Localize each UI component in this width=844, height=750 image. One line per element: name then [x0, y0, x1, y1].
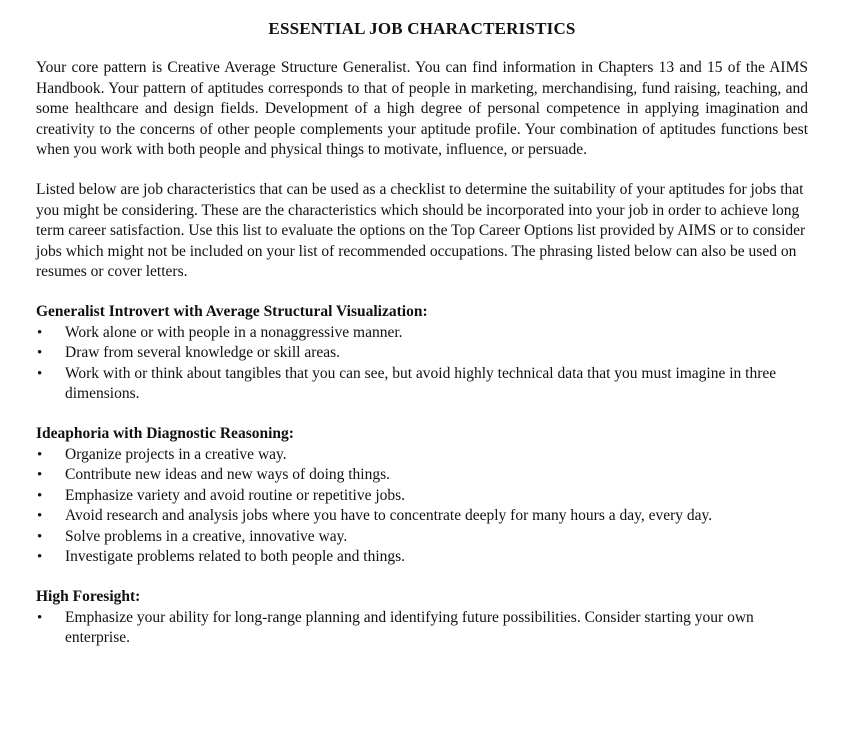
list-item-text: Avoid research and analysis jobs where you have to concentrate deeply for many hours a day, every day.: [65, 507, 713, 525]
section-high-foresight: [36, 587, 808, 649]
bullet-list: [36, 323, 808, 405]
section-heading: High Foresight:: [36, 588, 141, 606]
list-item: [36, 465, 808, 486]
list-item-text: Work alone or with people in a nonaggressive manner.: [65, 323, 403, 341]
bullet-icon: •: [37, 609, 43, 626]
list-item: [36, 547, 808, 568]
bullet-icon: •: [37, 487, 43, 504]
section-heading: Ideaphoria with Diagnostic Reasoning:: [36, 424, 294, 442]
bullet-icon: •: [37, 467, 43, 484]
list-item-text: Solve problems in a creative, innovative way.: [65, 527, 348, 545]
bullet-icon: •: [37, 446, 43, 463]
bullet-list: [36, 608, 808, 649]
list-item-text: Draw from several knowledge or skill areas.: [65, 344, 341, 362]
section-heading: Generalist Introvert with Average Structural Visualization:: [36, 302, 428, 320]
list-item: [36, 445, 808, 466]
list-item: [36, 343, 808, 364]
list-item-text: Emphasize variety and avoid routine or repetitive jobs.: [65, 486, 406, 504]
list-item: [36, 527, 808, 548]
list-item: [36, 364, 808, 405]
bullet-icon: •: [37, 508, 43, 525]
list-item: [36, 506, 808, 527]
section-generalist-introvert: [36, 302, 808, 405]
bullet-list: [36, 445, 808, 569]
list-item-text: Work with or think about tangibles that you can see, but avoid highly technical data that you must imagine in three dimensions.: [65, 364, 777, 403]
intro-paragraph: Your core pattern is Creative Average Structure Generalist. You can find information in Chapters 13 and 15 of the AIMS Handbook. Your pattern of aptitudes corresponds to that of people in marketing, merchandising, fund raising, teaching, and some healthcare and design fields. Development of a high degree of personal competence in applying imagination and creativity to the concerns of other people complements your aptitude profile. Your combination of aptitudes functions best when you work with both people and physical things to motivate, influence, or persuade.: [36, 59, 808, 159]
list-item-text: Investigate problems related to both people and things.: [65, 548, 406, 566]
list-item-text: Emphasize your ability for long-range planning and identifying future possibilities. Consider starting your own enterprise.: [65, 608, 754, 647]
list-item-text: Contribute new ideas and new ways of doing things.: [65, 466, 391, 484]
list-item: [36, 608, 808, 649]
bullet-icon: •: [37, 345, 43, 362]
list-item-text: Organize projects in a creative way.: [65, 445, 287, 463]
list-item: [36, 486, 808, 507]
bullet-icon: •: [37, 528, 43, 545]
bullet-icon: •: [37, 365, 43, 382]
checklist-paragraph: Listed below are job characteristics that can be used as a checklist to determine the suitability of your aptitudes for jobs that you might be considering. These are the characteristics which should be incorporated into your job in order to achieve long term career satisfaction. Use this list to evaluate the options on the Top Career Options list provided by AIMS or to consider jobs which might not be included on your list of recommended occupations. The phrasing listed below can also be used on resumes or cover letters.: [36, 180, 806, 281]
bullet-icon: •: [37, 324, 43, 341]
bullet-icon: •: [37, 549, 43, 566]
document-page: [36, 18, 808, 668]
section-ideaphoria: [36, 424, 808, 568]
document-title: ESSENTIAL JOB CHARACTERISTICS: [268, 19, 576, 38]
list-item: [36, 323, 808, 344]
